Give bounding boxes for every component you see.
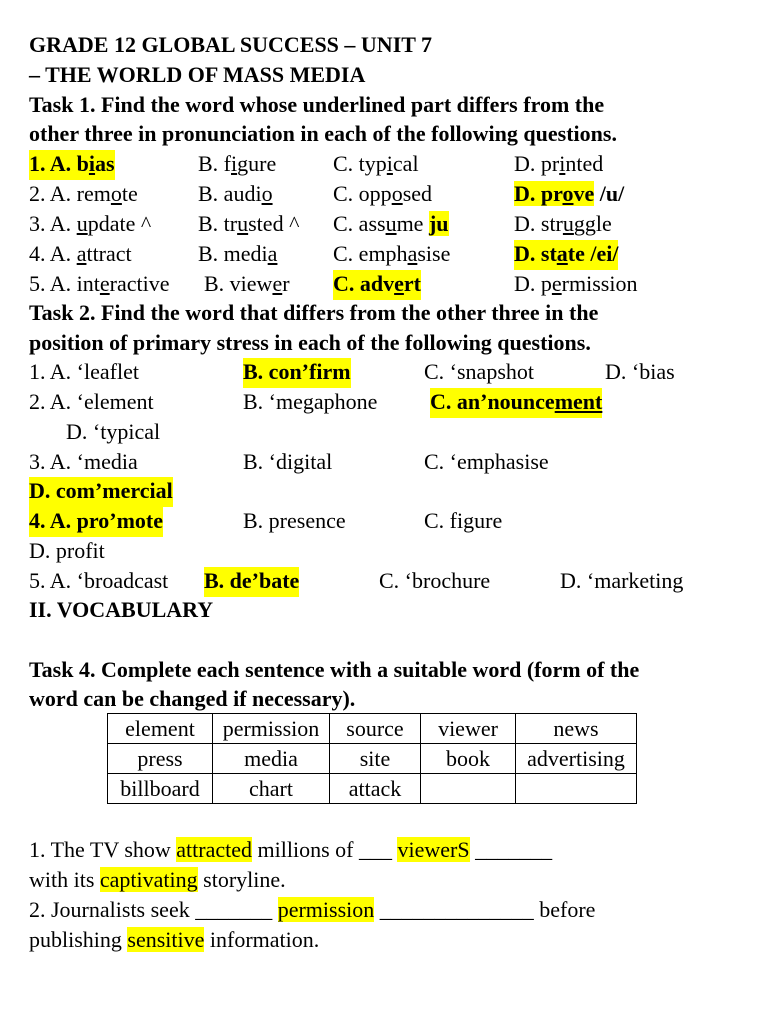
task2-q2-option-b: B. ‘megaphone <box>243 389 378 414</box>
table-cell: chart <box>213 774 330 804</box>
sentence-1-line-2: with its captivating storyline. <box>29 867 286 892</box>
task1-q4-option-b: B. media <box>198 241 278 266</box>
table-cell: element <box>108 714 213 744</box>
table-cell: billboard <box>108 774 213 804</box>
table-cell <box>421 774 516 804</box>
sentence-2-line-2: publishing sensitive information. <box>29 927 320 952</box>
task2-q2-option-a: 2. A. ‘element <box>29 389 154 414</box>
task1-q2-option-c: C. opposed <box>333 181 433 206</box>
table-row <box>108 774 637 804</box>
task2-q4-option-c: C. figure <box>424 508 503 533</box>
task2-q3-option-d: D. com’mercial <box>29 477 173 507</box>
task2-q1-option-b: B. con’firm <box>243 358 351 388</box>
table-cell: site <box>330 744 421 774</box>
task1-q5-option-a: 5. A. interactive <box>29 271 170 296</box>
table-cell: attack <box>330 774 421 804</box>
task2-q4-option-a: 4. A. pro’mote <box>29 507 163 537</box>
table-cell: source <box>330 714 421 744</box>
task2-q3-option-c: C. ‘emphasise <box>424 449 549 474</box>
task2-q3-option-a: 3. A. ‘media <box>29 449 138 474</box>
task2-q1-option-c: C. ‘snapshot <box>424 359 534 384</box>
table-cell: permission <box>213 714 330 744</box>
sentence-2-line-1: 2. Journalists seek _______ permission ______________ before <box>29 897 596 922</box>
task1-q4-option-c: C. emphasise <box>333 241 451 266</box>
section-vocabulary-heading: II. VOCABULARY <box>29 597 214 622</box>
task1-heading-line-1: Task 1. Find the word whose underlined part differs from the <box>29 92 605 117</box>
task4-heading-line-2: word can be changed if necessary). <box>29 686 356 711</box>
task1-q2-option-a: 2. A. remote <box>29 181 138 206</box>
table-cell: viewer <box>421 714 516 744</box>
table-row <box>108 714 637 744</box>
table-cell: media <box>213 744 330 774</box>
task1-q5-option-b: B. viewer <box>204 271 290 296</box>
task1-q1-option-c: C. typical <box>333 151 419 176</box>
task1-q4-option-d: D. state /ei/ <box>514 240 618 270</box>
task2-q4-option-d: D. profit <box>29 538 105 563</box>
title-line-1: GRADE 12 GLOBAL SUCCESS – UNIT 7 <box>29 32 433 57</box>
task2-q2-option-c: C. an’nouncement <box>430 388 602 418</box>
task1-q3-option-c: C. assume ju <box>333 211 449 236</box>
task1-q1-option-d: D. printed <box>514 151 604 176</box>
table-cell <box>516 774 637 804</box>
task1-q4-option-a: 4. A. attract <box>29 241 132 266</box>
task1-q2-option-d: D. prove /u/ <box>514 181 625 206</box>
table-cell: press <box>108 744 213 774</box>
task1-q3-option-b: B. trusted ^ <box>198 211 300 236</box>
task2-q3-option-b: B. ‘digital <box>243 449 333 474</box>
task1-q5-option-d: D. permission <box>514 271 638 296</box>
task2-q1-option-a: 1. A. ‘leaflet <box>29 359 139 384</box>
task2-q4-option-b: B. presence <box>243 508 346 533</box>
task2-q2-option-d: D. ‘typical <box>66 419 161 444</box>
task2-q1-option-d: D. ‘bias <box>605 359 675 384</box>
task1-q1-option-a: 1. A. bias <box>29 150 115 180</box>
task2-q5-option-c: C. ‘brochure <box>379 568 491 593</box>
word-bank-table <box>107 713 637 804</box>
task1-q3-option-d: D. struggle <box>514 211 612 236</box>
table-row <box>108 744 637 774</box>
task1-q2-option-b: B. audio <box>198 181 273 206</box>
task2-q5-option-a: 5. A. ‘broadcast <box>29 568 169 593</box>
sentence-1-line-1: 1. The TV show attracted millions of ___ viewerS _______ <box>29 837 553 862</box>
task2-heading-line-1: Task 2. Find the word that differs from the other three in the <box>29 300 599 325</box>
task1-q3-option-a: 3. A. update ^ <box>29 211 152 236</box>
task2-heading-line-2: position of primary stress in each of the following questions. <box>29 330 591 355</box>
table-cell: book <box>421 744 516 774</box>
table-cell: advertising <box>516 744 637 774</box>
task1-q5-option-c: C. advert <box>333 270 421 300</box>
task1-q1-option-b: B. figure <box>198 151 277 176</box>
task1-heading-line-2: other three in pronunciation in each of the following questions. <box>29 121 617 146</box>
task2-q5-option-b: B. de’bate <box>204 567 299 597</box>
task4-heading-line-1: Task 4. Complete each sentence with a suitable word (form of the <box>29 657 640 682</box>
table-cell: news <box>516 714 637 744</box>
task2-q5-option-d: D. ‘marketing <box>560 568 684 593</box>
title-line-2: – THE WORLD OF MASS MEDIA <box>29 62 366 87</box>
